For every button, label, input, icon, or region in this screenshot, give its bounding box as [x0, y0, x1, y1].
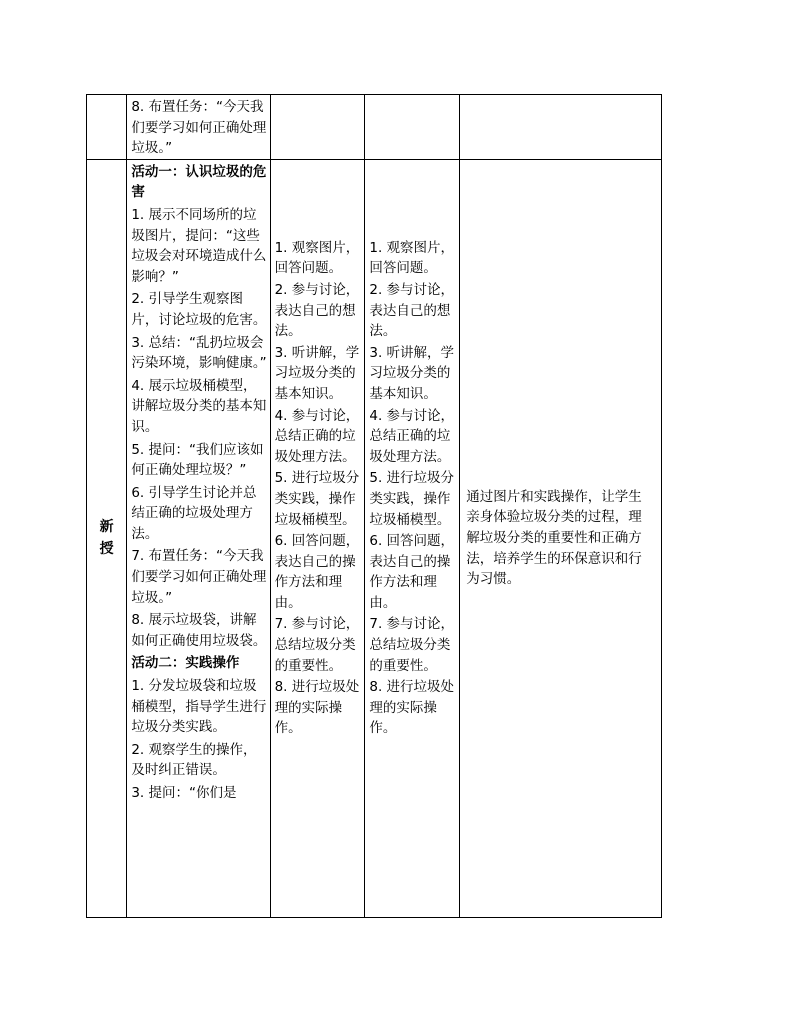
student-activity-text: [271, 95, 365, 97]
student-activity-list: [271, 160, 365, 739]
table-row: [87, 95, 662, 160]
list-item: 7. 参与讨论，总结垃圾分类的重要性。: [274, 616, 360, 674]
list-item: 8. 进行垃圾处理的实际操作。: [274, 679, 360, 737]
student-activity-cell: [270, 95, 365, 160]
student-activity-cell: [270, 159, 365, 917]
list-item: 4. 参与讨论，总结正确的垃圾处理方法。: [369, 407, 455, 465]
list-item: 7. 布置任务：“今天我们要学习如何正确处理垃圾。”: [131, 548, 267, 606]
design-intent-text: 通过图片和实践操作，让学生亲身体验垃圾分类的过程，理解垃圾分类的重要性和正确方法，培养学生的环保意识和行为习惯。: [466, 488, 642, 588]
list-item: 7. 参与讨论，总结垃圾分类的重要性。: [369, 616, 455, 674]
list-item: 2. 参与讨论，表达自己的想法。: [274, 281, 360, 340]
activity-heading: 活动二：实践操作: [131, 655, 240, 672]
list-item: 2. 参与讨论，表达自己的想法。: [369, 281, 455, 340]
teacher-activity-text: 8. 布置任务：“今天我们要学习如何正确处理垃圾。”: [131, 99, 267, 157]
teacher-activity-cell: [127, 95, 270, 160]
lesson-plan-table: [86, 94, 662, 918]
teacher-activity-list: [127, 160, 269, 804]
student-activity-list-2: [365, 160, 459, 739]
table-row: [87, 159, 662, 917]
design-intent-text: [460, 95, 661, 97]
list-item: 5. 进行垃圾分类实践，操作垃圾桶模型。: [274, 470, 360, 528]
list-item: 4. 参与讨论，总结正确的垃圾处理方法。: [274, 407, 360, 465]
stage-label-cell: [87, 159, 127, 917]
list-item: 2. 观察学生的操作，及时纠正错误。: [131, 741, 257, 779]
teacher-activity-cell: [127, 159, 270, 917]
list-item: 1. 观察图片，回答问题。: [274, 239, 360, 277]
list-item: 4. 展示垃圾桶模型，讲解垃圾分类的基本知识。: [131, 377, 267, 435]
activity-heading: 活动一：认识垃圾的危害: [131, 163, 267, 201]
list-item: 3. 听讲解，学习垃圾分类的基本知识。: [274, 344, 360, 402]
list-item: 1. 展示不同场所的垃圾图片，提问：“这些垃圾会对环境造成什么影响？”: [131, 206, 267, 285]
list-item: 3. 总结：“乱扔垃圾会污染环境，影响健康。”: [131, 334, 267, 372]
list-item: 8. 进行垃圾处理的实际操作。: [369, 679, 455, 737]
list-item: 6. 引导学生讨论并总结正确的垃圾处理方法。: [131, 484, 257, 542]
student-activity-cell-2: [365, 95, 460, 160]
design-intent-cell: [460, 95, 662, 160]
list-item: 6. 回答问题，表达自己的操作方法和理由。: [274, 533, 360, 611]
stage-label-cell: [87, 95, 127, 160]
student-activity-cell-2: [365, 159, 460, 917]
list-item: 5. 提问：“我们应该如何正确处理垃圾？”: [131, 441, 264, 479]
list-item: 2. 引导学生观察图片，讨论垃圾的危害。: [131, 291, 267, 328]
list-item: 3. 听讲解，学习垃圾分类的基本知识。: [369, 344, 455, 402]
stage-label: 新授: [99, 519, 114, 558]
list-item: 6. 回答问题，表达自己的操作方法和理由。: [369, 533, 455, 611]
list-item: 3. 提问：“你们是: [131, 785, 237, 801]
list-item: 8. 展示垃圾袋，讲解如何正确使用垃圾袋。: [131, 612, 267, 649]
list-item: 1. 分发垃圾袋和垃圾桶模型，指导学生进行垃圾分类实践。: [131, 678, 267, 736]
student-activity-text-2: [365, 95, 459, 97]
list-item: 1. 观察图片，回答问题。: [369, 239, 455, 277]
list-item: 5. 进行垃圾分类实践，操作垃圾桶模型。: [369, 470, 455, 528]
design-intent-cell: [460, 159, 662, 917]
